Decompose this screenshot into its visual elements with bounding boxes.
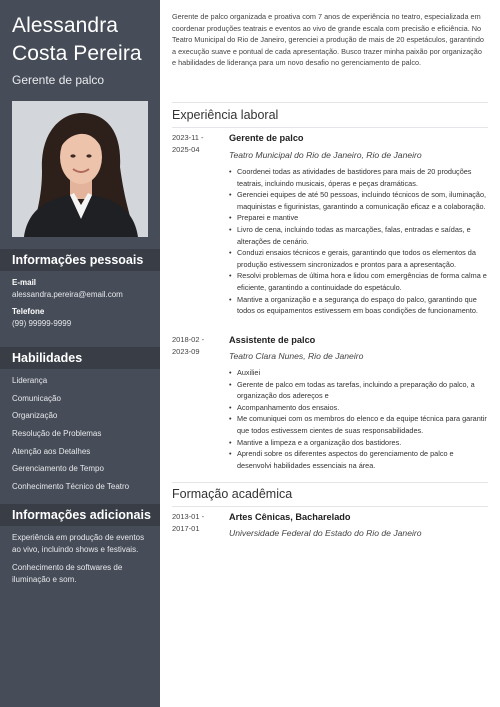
skill-item: Comunicação	[12, 394, 61, 403]
job-organization: Teatro Municipal do Rio de Janeiro, Rio de Janeiro	[229, 150, 422, 160]
skills-heading: Habilidades	[0, 347, 160, 369]
skill-item: Organização	[12, 411, 58, 420]
section-divider	[172, 127, 488, 128]
skill-item: Resolução de Problemas	[12, 429, 102, 438]
job-bullet: • Coordenei todas as atividades de bastidores para mais de 20 produções teatrais, incluindo musicais, óperas e peças dramáticas.	[229, 166, 489, 189]
education-degree: Artes Cênicas, Bacharelado	[229, 512, 351, 522]
candidate-name: Alessandra Costa Pereira	[12, 14, 142, 65]
job-organization: Teatro Clara Nunes, Rio de Janeiro	[229, 351, 364, 361]
job-title: Gerente de palco	[229, 133, 304, 143]
job-bullet: • Auxiliei	[229, 367, 489, 379]
job-title: Assistente de palco	[229, 335, 316, 345]
section-divider	[172, 506, 488, 507]
job-bullets	[229, 367, 489, 471]
job-bullet: • Gerenciei equipes de até 50 pessoas, incluindo técnicos de som, iluminação, maquinistas e figurinistas, garantindo a comunicação eficaz e a colaboração.	[229, 189, 489, 212]
skill-item: Liderança	[12, 376, 48, 385]
job-bullet: • Preparei e mantive	[229, 212, 489, 224]
job-bullet: • Me comuniquei com os membros do elenco e da equipe técnica para garantir que todos estivessem cientes de suas responsabilidades.	[229, 413, 489, 436]
portrait-illustration	[12, 101, 148, 237]
email-value[interactable]: alessandra.pereira@email.com	[12, 290, 123, 299]
sidebar	[0, 0, 160, 707]
phone-label: Telefone	[12, 307, 45, 316]
job-bullet: • Mantive a organização e a segurança do espaço do palco, garantindo que todos os equipamentos estivessem em boas condições de funcionamento.	[229, 294, 489, 317]
personal-info-heading: Informações pessoais	[0, 249, 160, 271]
additional-item: Conhecimento de softwares de iluminação e som.	[12, 563, 123, 584]
education-dates: 2013-01 - 2017-01	[172, 512, 205, 533]
job-dates: 2018-02 - 2023-09	[172, 335, 205, 356]
phone-value[interactable]: (99) 99999-9999	[12, 319, 72, 328]
job-bullet: • Aprendi sobre os diferentes aspectos do gerenciamento de palco e desenvolvi habilidades essenciais na área.	[229, 448, 489, 471]
additional-info-heading: Informações adicionais	[0, 504, 160, 526]
candidate-title: Gerente de palco	[12, 73, 105, 87]
profile-photo	[12, 101, 148, 237]
job-dates: 2023-11 - 2025-04	[172, 133, 204, 154]
experience-heading: Experiência laboral	[172, 108, 279, 122]
section-divider	[172, 102, 488, 103]
job-bullet: • Gerente de palco em todas as tarefas, incluindo a preparação do palco, a organização dos adereços e	[229, 379, 489, 402]
skill-item: Atenção aos Detalhes	[12, 447, 91, 456]
job-bullet: • Mantive a limpeza e a organização dos bastidores.	[229, 437, 489, 449]
email-label: E-mail	[12, 278, 37, 287]
section-divider	[172, 482, 488, 483]
job-bullets	[229, 166, 489, 317]
additional-item: Experiência em produção de eventos ao vivo, incluindo shows e festivais.	[12, 533, 145, 554]
job-bullet: • Conduzi ensaios técnicos e gerais, garantindo que todos os elementos da produção estivessem sincronizados e prontos para a apresentação.	[229, 247, 489, 270]
main-content	[160, 0, 500, 707]
education-school: Universidade Federal do Estado do Rio de Janeiro	[229, 528, 422, 538]
skill-item: Conhecimento Técnico de Teatro	[12, 482, 130, 491]
profile-summary: Gerente de palco organizada e proativa com 7 anos de experiência no teatro, especializada em coordenar produções teatrais e eventos ao vivo de grande escala com precisão e eficiência. No Teatro Municipal do Rio de Janeiro, gerenciei a produção de mais de 20 espetáculos, garantindo a execução suave e pontual de cada apresentação. Busco trazer minha paixão por organização e habilidades de liderança para um novo desafio no gerenciamento de palco.	[172, 12, 484, 67]
skill-item: Gerenciamento de Tempo	[12, 464, 104, 473]
education-heading: Formação acadêmica	[172, 487, 293, 501]
job-bullet: • Livro de cena, incluindo todas as marcações, falas, entradas e saídas, e alterações de cenário.	[229, 224, 489, 247]
job-bullet: • Resolvi problemas de última hora e lidou com emergências de forma calma e eficiente, garantindo a continuidade do espetáculo.	[229, 270, 489, 293]
job-bullet: • Acompanhamento dos ensaios.	[229, 402, 489, 414]
